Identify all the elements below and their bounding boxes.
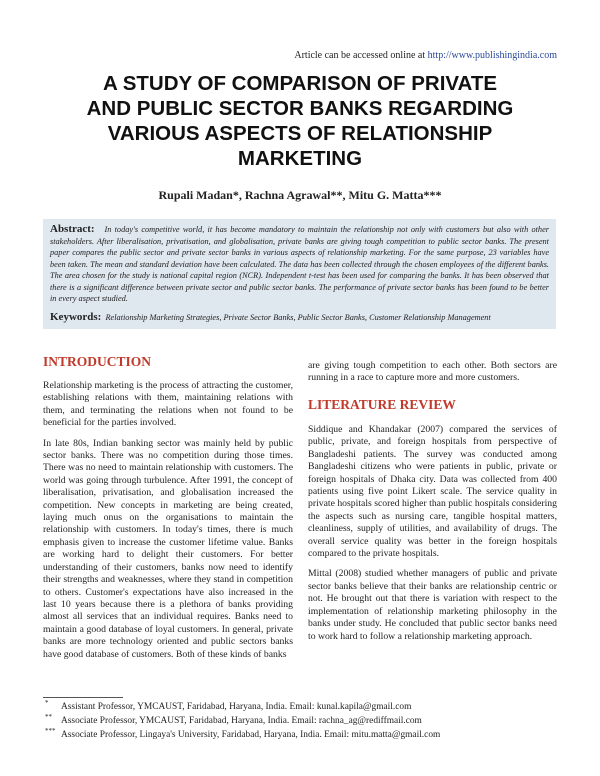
paragraph: Mittal (2008) studied whether managers of public and private sector banks believe that their banks are relationship centric or not. He brought out that there is variation with respect to the implementation of relationship marketing philosophy in the banks under study. He concluded that public sector banks need to work hard to follow a relationship marketing approach.: [308, 568, 557, 642]
footnote-mark: ***: [45, 727, 56, 735]
introduction-heading: INTRODUCTION: [43, 354, 152, 369]
right-column: [308, 424, 557, 651]
access-label: Article can be accessed online at: [294, 50, 426, 61]
abstract: [50, 224, 549, 305]
publisher-link[interactable]: http://www.publishingindia.com: [427, 50, 557, 61]
access-notice: [294, 50, 557, 61]
paragraph: In late 80s, Indian banking sector was mainly held by public sector banks. There was no competition during those times. There was no need to maintain relationship with customers. The world was going through turbulence. After 1991, the concept of liberalisation, privatisation, and globalisation increased the competition. New concepts in marketing are being created, laying much onus on the organisations to maintain the relationship with customers. In today's times, there is much emphasis given to increase the customer lifetime value. Banks are working hard to delight their customers. For better understanding of their customers, banks now need to identify their strengths and weaknesses, where they stand in competition to others. Customer's expectations have also increased in the last 10 years because there is a plethora of banks providing almost all services that an individual requires. Banks need to maintain a good database of loyal customers. In general, private banks are more technology oriented and public sectors banks have good database of customers. Both of these kinds of banks: [43, 437, 293, 660]
keywords-label: Keywords:: [50, 310, 102, 323]
left-column: [43, 380, 293, 669]
footnote-text: Associate Professor, YMCAUST, Faridabad, Haryana, India. Email: rachna_ag@rediffmail.com: [61, 716, 422, 726]
abstract-text: In today's competitive world, it has become mandatory to maintain the relationship not only with customers but also with other stakeholders. After liberalisation, privatisation, and globalisation, private banks are giving tough competition to public sector banks. The present paper compares the public sector and private sector banks in various aspects of relationship marketing. For the same purpose, 23 variables have been taken. The mean and standard deviation have been calculated. The data has been collected through the chosen employees of the different banks. The area chosen for the study is national capital region (NCR). Independent t-test has been used for comparing the banks. It has been observed that there is a significant difference between private sector and public sector banks. The performance of private sector banks has been found to be better in every aspect studied.: [50, 225, 549, 303]
right-column-top: [308, 360, 557, 393]
footnotes: [43, 697, 558, 742]
keywords: [50, 311, 549, 323]
abstract-label: Abstract:: [50, 223, 95, 235]
paper-title: [40, 71, 560, 171]
footnote: [43, 700, 558, 714]
footnote: [43, 714, 558, 728]
footnote-divider: [43, 697, 123, 698]
literature-review-heading: LITERATURE REVIEW: [308, 397, 456, 412]
footnote-mark: *: [45, 699, 49, 707]
paragraph: Siddique and Khandakar (2007) compared the services of public, private, and foreign hospitals from perspective of Bangladeshi patients. The survey was conducted among Bangladeshi citizens who were patients in public, private or foreign hospitals of Dhaka city. Data was collected from 400 patients using five point Likert scale. The service quality in private hospitals scored higher than public hospitals considering the aspects such as nursing care, tangible hospital matters, cleanliness, supply of utilities, and availability of drugs. The overall service quality was better in the foreign hospitals compared to the private hospitals.: [308, 424, 557, 560]
footnote: [43, 728, 558, 742]
paragraph: are giving tough competition to each other. Both sectors are running in a race to capture more and more customers.: [308, 360, 557, 384]
keywords-text: Relationship Marketing Strategies, Private Sector Banks, Public Sector Banks, Customer Relationship Management: [105, 312, 491, 322]
footnote-mark: **: [45, 713, 52, 721]
title-line: VARIOUS ASPECTS OF RELATIONSHIP: [107, 122, 493, 145]
title-line: MARKETING: [237, 147, 363, 170]
title-line: A STUDY OF COMPARISON OF PRIVATE: [102, 72, 498, 95]
paragraph: Relationship marketing is the process of attracting the customer, establishing relations with them, maintaining relations with them, and terminating the relations when not found to be beneficial for the parties involved.: [43, 380, 293, 429]
title-line: AND PUBLIC SECTOR BANKS REGARDING: [86, 97, 514, 120]
abstract-box: [43, 219, 556, 329]
authors: Rupali Madan*, Rachna Agrawal**, Mitu G. Matta***: [158, 188, 442, 202]
footnote-text: Assistant Professor, YMCAUST, Faridabad, Haryana, India. Email: kunal.kapila@gmail.com: [61, 702, 412, 712]
footnote-text: Associate Professor, Lingaya's University, Faridabad, Haryana, India. Email: mitu.matta@gmail.com: [61, 730, 441, 740]
